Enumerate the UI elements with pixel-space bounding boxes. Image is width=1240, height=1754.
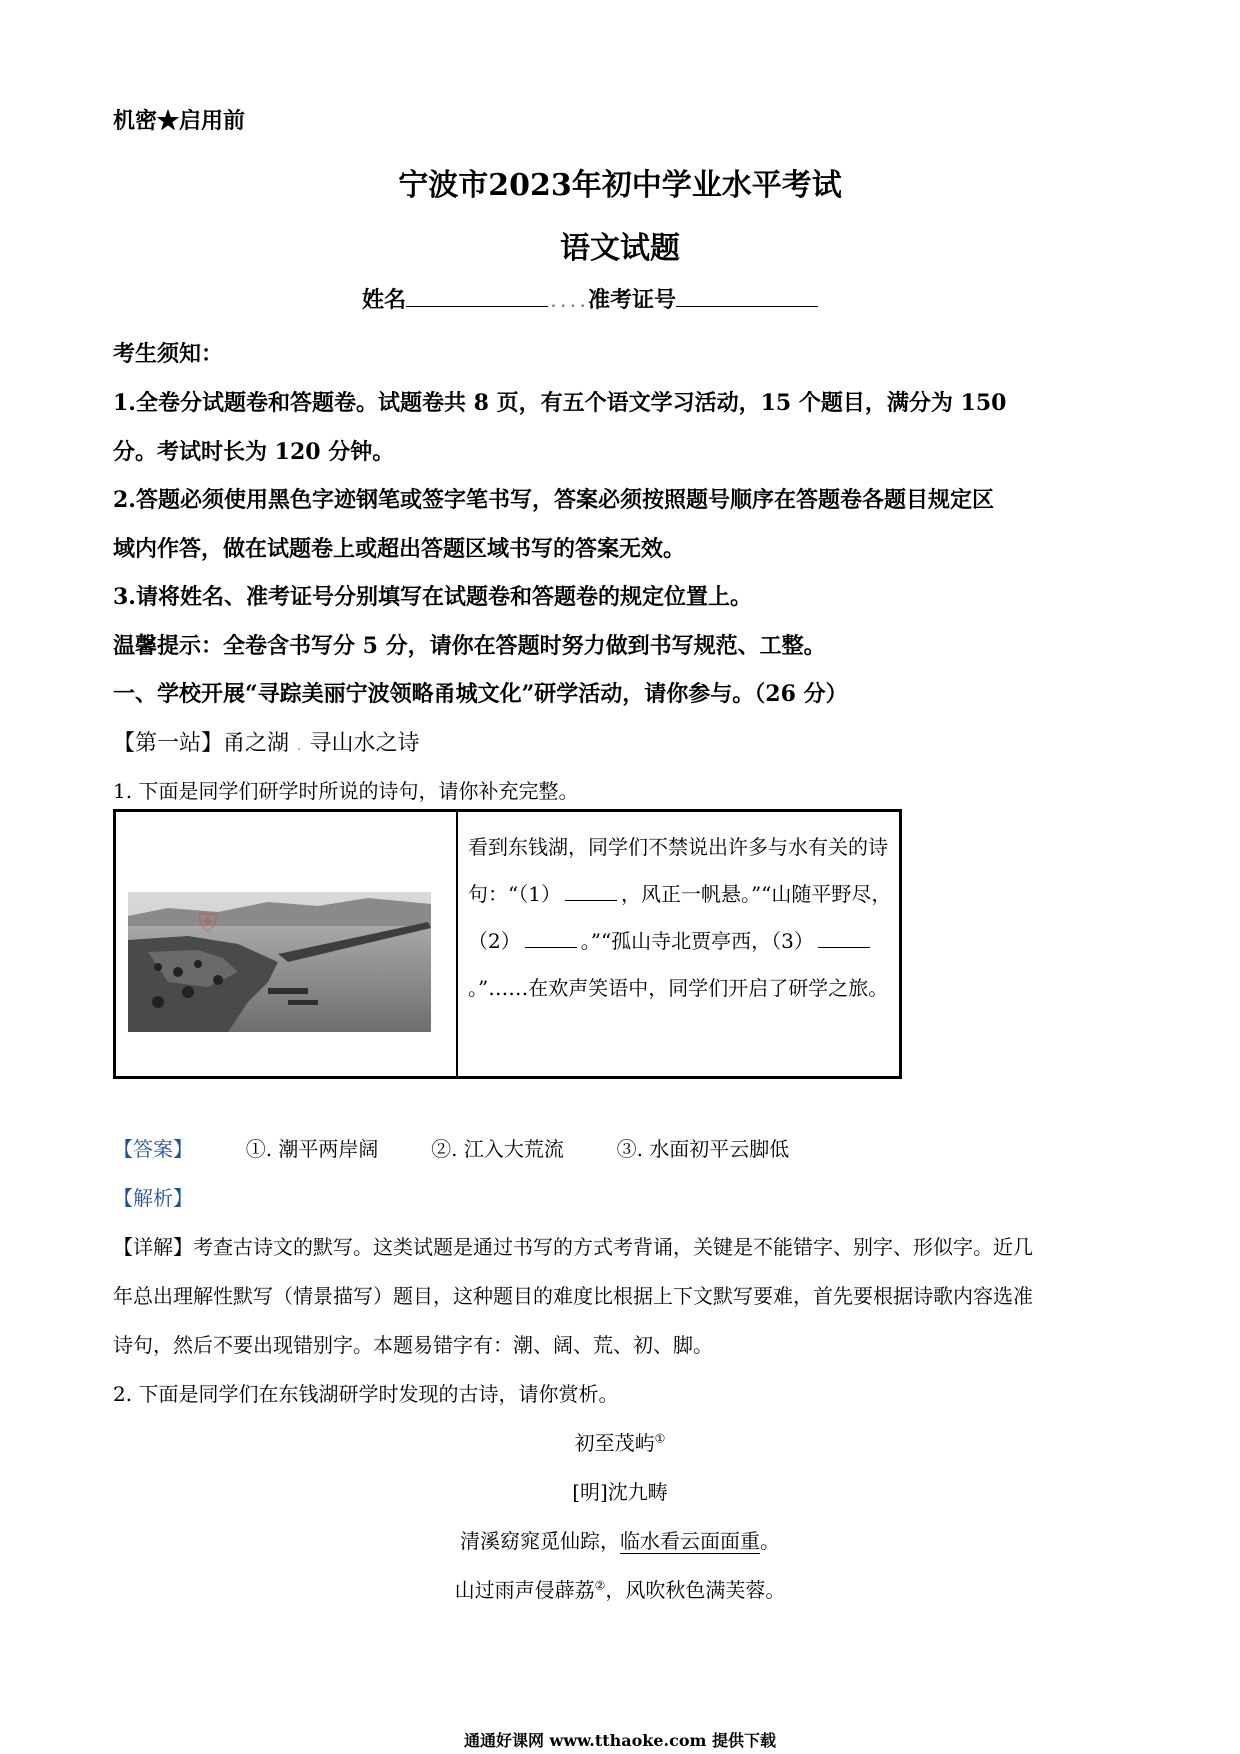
notice-line-2: 分。考试时长为 120 分钟。 bbox=[113, 439, 395, 465]
svg-text:⛨: ⛨ bbox=[198, 909, 218, 939]
dot-separator: . . . . bbox=[550, 295, 586, 311]
detail-line-2: 年总出理解性默写（情景描写）题目，这种题目的难度比根据上下文默写要难，首先要根据诗歌内容选准 bbox=[113, 1284, 1033, 1308]
poem-line-2 bbox=[0, 1574, 1240, 1603]
q2-prompt: 2. 下面是同学们在东钱湖研学时发现的古诗，请你赏析。 bbox=[113, 1382, 619, 1406]
poem-line-2a: 山过雨声侵薜荔 bbox=[454, 1578, 595, 1602]
notice-line-3: 2.答题必须使用黑色字迹钢笔或签字笔书写，答案必须按照题号顺序在答题卷各题目规定区 bbox=[113, 487, 994, 513]
detail-line-3: 诗句，然后不要出现错别字。本题易错字有：潮、阔、荒、初、脚。 bbox=[113, 1333, 713, 1357]
poem-line-1b: 临水看云面面重 bbox=[620, 1529, 760, 1553]
passage-part-d: 。”……在欢声笑语中，同学们开启了研学之旅。 bbox=[468, 976, 889, 1000]
poem-author: [明]沈九畴 bbox=[572, 1480, 668, 1504]
section-heading: 一、学校开展“寻踪美丽宁波领略甬城文化”研学活动，请你参与。（26 分） bbox=[113, 681, 848, 707]
poem-line-1a: 清溪窈窕觅仙踪， bbox=[460, 1529, 620, 1553]
id-label: 准考证号 bbox=[588, 287, 677, 313]
footer-text: 通通好课网 www.tthaoke.com 提供下载 bbox=[463, 1731, 777, 1750]
q1-answer-row bbox=[113, 1133, 789, 1162]
name-blank bbox=[406, 284, 548, 307]
notice-tip: 温馨提示：全卷含书写分 5 分，请你在答题时努力做到书写规范、工整。 bbox=[113, 633, 826, 659]
q1-table bbox=[113, 809, 902, 1079]
poem-line-1c: 。 bbox=[760, 1529, 780, 1553]
passage-part-c: 。”“孤山寺北贾亭西，（3） bbox=[580, 929, 814, 953]
station-tail: 寻山水之诗 bbox=[309, 731, 420, 756]
answer-label: 【答案】 bbox=[113, 1137, 193, 1161]
poem-line-2b: ，风吹秋色满芙蓉。 bbox=[605, 1578, 786, 1602]
station-title: 【第一站】甬之湖 bbox=[113, 731, 290, 756]
notice-line-4: 域内作答，做在试题卷上或超出答题区域书写的答案无效。 bbox=[113, 536, 686, 562]
q1-passage bbox=[468, 824, 893, 1012]
notice-line-5: 3.请将姓名、准考证号分别填写在试题卷和答题卷的规定位置上。 bbox=[113, 584, 752, 610]
confidential-label: 机密★启用前 bbox=[113, 108, 246, 134]
lake-photo-image bbox=[128, 892, 431, 1032]
id-blank bbox=[676, 284, 818, 307]
passage-part-a: 看到东钱湖，同学们不禁说出许多与水有关的诗句：“（1） bbox=[468, 835, 888, 906]
poem-line-1 bbox=[0, 1525, 1240, 1554]
passage-part-b: ，风正一帆悬。”“山随平野尽，（2） bbox=[468, 882, 892, 953]
detail-line-1: 【详解】考查古诗文的默写。这类试题是通过书写的方式考背诵，关键是不能错字、别字、形似字。近几 bbox=[113, 1235, 1033, 1259]
exam-title: 宁波市2023年初中学业水平考试 bbox=[398, 168, 842, 203]
station-dot: . bbox=[297, 738, 302, 754]
blank-3 bbox=[818, 929, 870, 948]
analysis-label: 【解析】 bbox=[113, 1186, 193, 1210]
name-label: 姓名 bbox=[362, 287, 407, 313]
station-heading bbox=[113, 726, 419, 757]
lake-photo bbox=[128, 892, 431, 1032]
blank-2 bbox=[525, 929, 577, 948]
exam-subtitle: 语文试题 bbox=[560, 231, 680, 266]
answer-3: ③. 水面初平云脚低 bbox=[616, 1137, 790, 1161]
notice-heading: 考生须知： bbox=[113, 341, 224, 367]
blank-1 bbox=[565, 882, 617, 901]
answer-1: ①. 潮平两岸阔 bbox=[245, 1137, 379, 1161]
table-divider bbox=[456, 812, 458, 1076]
name-id-row bbox=[362, 283, 818, 314]
q1-prompt: 1. 下面是同学们研学时所说的诗句，请你补充完整。 bbox=[113, 779, 579, 803]
answer-2: ②. 江入大荒流 bbox=[431, 1137, 564, 1161]
poem-note-1: ① bbox=[654, 1431, 666, 1446]
notice-line-1: 1.全卷分试题卷和答题卷。试题卷共 8 页，有五个语文学习活动，15 个题目，满分为 150 bbox=[113, 390, 1007, 416]
poem-title-row bbox=[0, 1427, 1240, 1456]
poem-title: 初至茂屿 bbox=[574, 1431, 655, 1455]
poem-note-2: ② bbox=[594, 1578, 606, 1593]
